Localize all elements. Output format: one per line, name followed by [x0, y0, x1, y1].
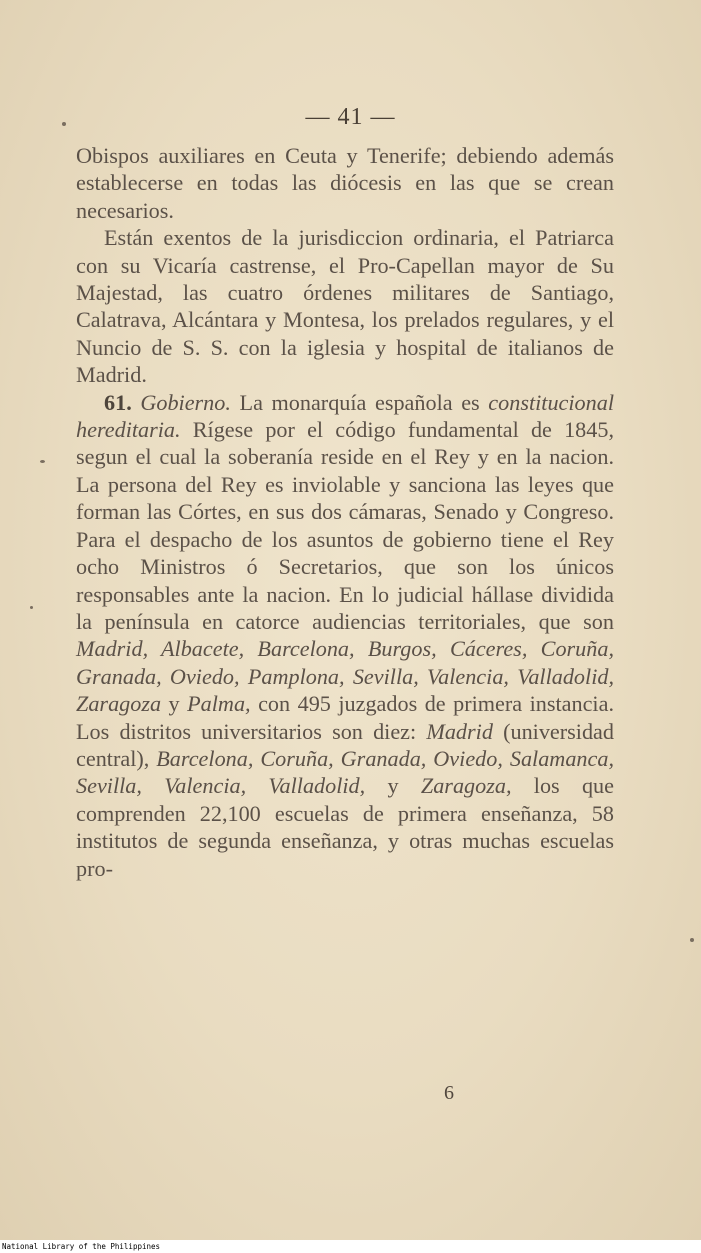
italic-text-segment: Barcelona, Coruña, Granada, Oviedo, Salamanca, Sevilla, Valencia, Valladolid,: [76, 745, 614, 799]
italic-text-segment: Zaragoza,: [420, 773, 512, 799]
italic-text-segment: Gobierno.: [140, 389, 231, 415]
text-segment: La monarquía española es: [230, 389, 489, 415]
text-segment: y: [365, 773, 421, 799]
text-segment: Rígese por el código fundamental de 1845, segun el cual la soberanía reside en el Rey y en la nacion. La persona del Rey es inviolable y sanciona las leyes que forman las Córtes, en sus dos cámaras, Senado y Congreso. Para el despacho de los asuntos de gobierno tiene el Rey ocho Ministros ó Secretarios, que son los únicos responsables ante la nacion. En lo judicial hállase dividida la península en catorce audiencias territoriales, que son: [76, 417, 614, 634]
paragraph-exemptions: Están exentos de la jurisdiccion ordinaria, el Patriarca con su Vicaría castrense, el Pro-Capellan mayor de Su Majestad, las cuatro órdenes militares de Santiago, Calatrava, Alcántara y Montesa, los prelados regulares, y el Nuncio de S. S. con la iglesia y hospital de italianos de Madrid.: [76, 225, 614, 388]
body-text: [76, 142, 614, 882]
text-segment: y: [161, 691, 188, 717]
section-body: [76, 390, 614, 881]
ink-speck: [690, 938, 694, 942]
italic-text-segment: Madrid, Albacete, Barcelona, Burgos, Cáceres, Coruña, Granada, Oviedo, Pamplona, Sevilla, Valencia, Valladolid, Zaragoza: [76, 636, 614, 717]
footer-attribution: National Library of the Philippines: [2, 1242, 161, 1251]
italic-text-segment: Madrid: [426, 718, 493, 744]
paragraph-section-61: [76, 389, 614, 882]
text-segment: con 495 juzgados de primera instancia. Los distritos universitarios son diez:: [76, 691, 614, 744]
italic-text-segment: constitucional hereditaria.: [76, 389, 614, 443]
italic-text-segment: Palma,: [187, 691, 251, 717]
text-segment: los que comprenden 22,100 escuelas de primera enseñanza, 58 institutos de segunda enseñanza, y otras muchas escuelas pro-: [76, 773, 614, 881]
signature-mark: 6: [444, 1082, 454, 1104]
ink-speck: [40, 460, 45, 463]
text-segment: (universidad central),: [76, 718, 614, 771]
section-number: 61.: [104, 389, 132, 415]
page-number: — 41 —: [305, 104, 396, 130]
ink-speck: [30, 606, 33, 609]
paragraph-continuation: Obispos auxiliares en Ceuta y Tenerife; debiendo además establecerse en todas las diócesis en las que se crean necesarios.: [76, 143, 614, 223]
